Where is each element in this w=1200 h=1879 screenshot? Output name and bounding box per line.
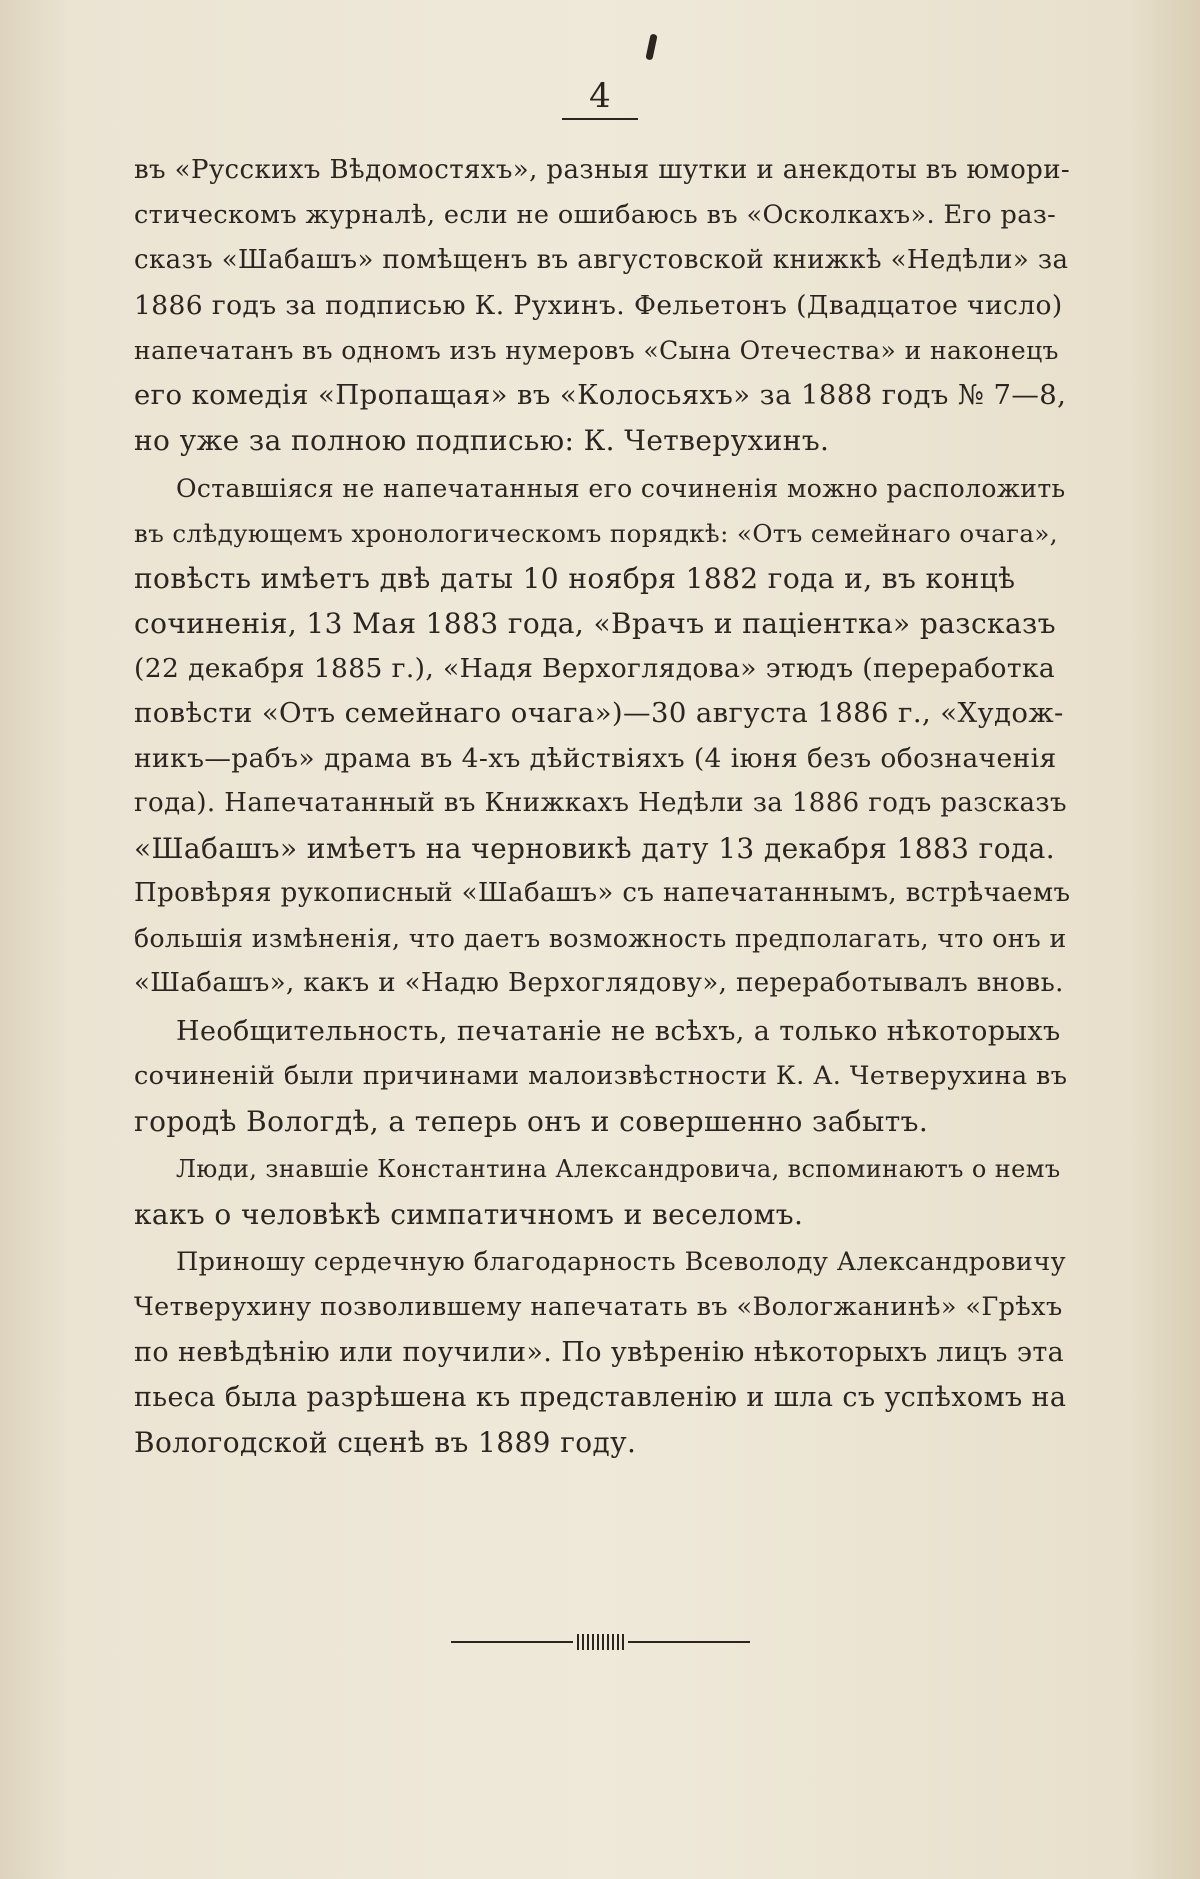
text-line: сочиненія, 13 Мая 1883 года, «Врачъ и паціентка» разсказъ	[134, 607, 1056, 640]
ornament-bars	[577, 1634, 624, 1650]
text-line: въ «Русскихъ Вѣдомостяхъ», разныя шутки и анекдоты въ юмори-	[134, 155, 1070, 185]
text-line: повѣсти «Отъ семейнаго очага»)—30 августа 1886 г., «Худож-	[134, 697, 1064, 729]
text-line: сочиненій были причинами малоизвѣстности К. А. Четверухина въ	[134, 1061, 1068, 1091]
text-line: (22 декабря 1885 г.), «Надя Верхоглядова» этюдъ (переработка	[134, 653, 1056, 684]
text-line: но уже за полною подписью: К. Четверухинъ.	[134, 424, 830, 457]
text-line: городѣ Вологдѣ, а теперь онъ и совершенно забытъ.	[134, 1105, 929, 1138]
paragraph-first-line: Оставшіяся не напечатанныя его сочиненія можно расположить	[176, 474, 1066, 503]
text-line: въ слѣдующемъ хронологическомъ порядкѣ: «Отъ семейнаго очага»,	[134, 519, 1058, 548]
text-line: большія измѣненія, что даетъ возможность предполагать, что онъ и	[134, 924, 1067, 953]
text-line: повѣсть имѣетъ двѣ даты 10 ноября 1882 года и, въ концѣ	[134, 562, 1016, 595]
text-line: «Шабашъ», какъ и «Надю Верхоглядову», переработывалъ вновь.	[134, 968, 1064, 998]
ornament-rule-right	[628, 1641, 750, 1643]
body-text	[134, 148, 1070, 1465]
text-line: Вологодской сценѣ въ 1889 году.	[134, 1426, 637, 1459]
text-line: по невѣдѣнію или поучили». По увѣренію нѣкоторыхъ лицъ эта	[134, 1337, 1065, 1368]
text-line: 1886 годъ за подписью К. Рухинъ. Фельетонъ (Двадцатое число)	[134, 290, 1063, 321]
paragraph-first-line: Приношу сердечную благодарность Всеволоду Александровичу	[176, 1247, 1066, 1277]
paragraph-first-line: Люди, знавшіе Константина Александровича, вспоминаютъ о немъ	[176, 1155, 1061, 1183]
text-line: какъ о человѣкѣ симпатичномъ и веселомъ.	[134, 1198, 804, 1231]
page-number-underline	[562, 118, 638, 120]
text-line: напечатанъ въ одномъ изъ нумеровъ «Сына Отечества» и наконецъ	[134, 336, 1059, 365]
paragraph-first-line: Необщительность, печатаніе не всѣхъ, а только нѣкоторыхъ	[176, 1016, 1061, 1047]
text-line: «Шабашъ» имѣетъ на черновикѣ дату 13 декабря 1883 года.	[134, 832, 1055, 865]
text-line: стическомъ журналѣ, если не ошибаюсь въ «Осколкахъ». Его раз-	[134, 200, 1057, 230]
end-ornament	[0, 1632, 1200, 1652]
text-line: года). Напечатанный въ Книжкахъ Недѣли за 1886 годъ разсказъ	[134, 788, 1067, 818]
text-line: никъ—рабъ» драма въ 4-хъ дѣйствіяхъ (4 іюня безъ обозначенія	[134, 743, 1057, 774]
text-line: сказъ «Шабашъ» помѣщенъ въ августовской книжкѣ «Недѣли» за	[134, 245, 1069, 275]
ornament-rule-left	[451, 1641, 573, 1643]
text-line: Четверухину позволившему напечатать въ «Вологжанинѣ» «Грѣхъ	[134, 1292, 1063, 1322]
text-line: его комедія «Пропащая» въ «Колосьяхъ» за 1888 годъ № 7—8,	[134, 379, 1067, 411]
text-line: пьеса была разрѣшена къ представленію и шла съ успѣхомъ на	[134, 1382, 1067, 1413]
ink-speck	[645, 34, 657, 61]
text-line: Провѣряя рукописный «Шабашъ» съ напечатаннымъ, встрѣчаемъ	[134, 878, 1070, 908]
page-number: 4	[589, 76, 611, 116]
